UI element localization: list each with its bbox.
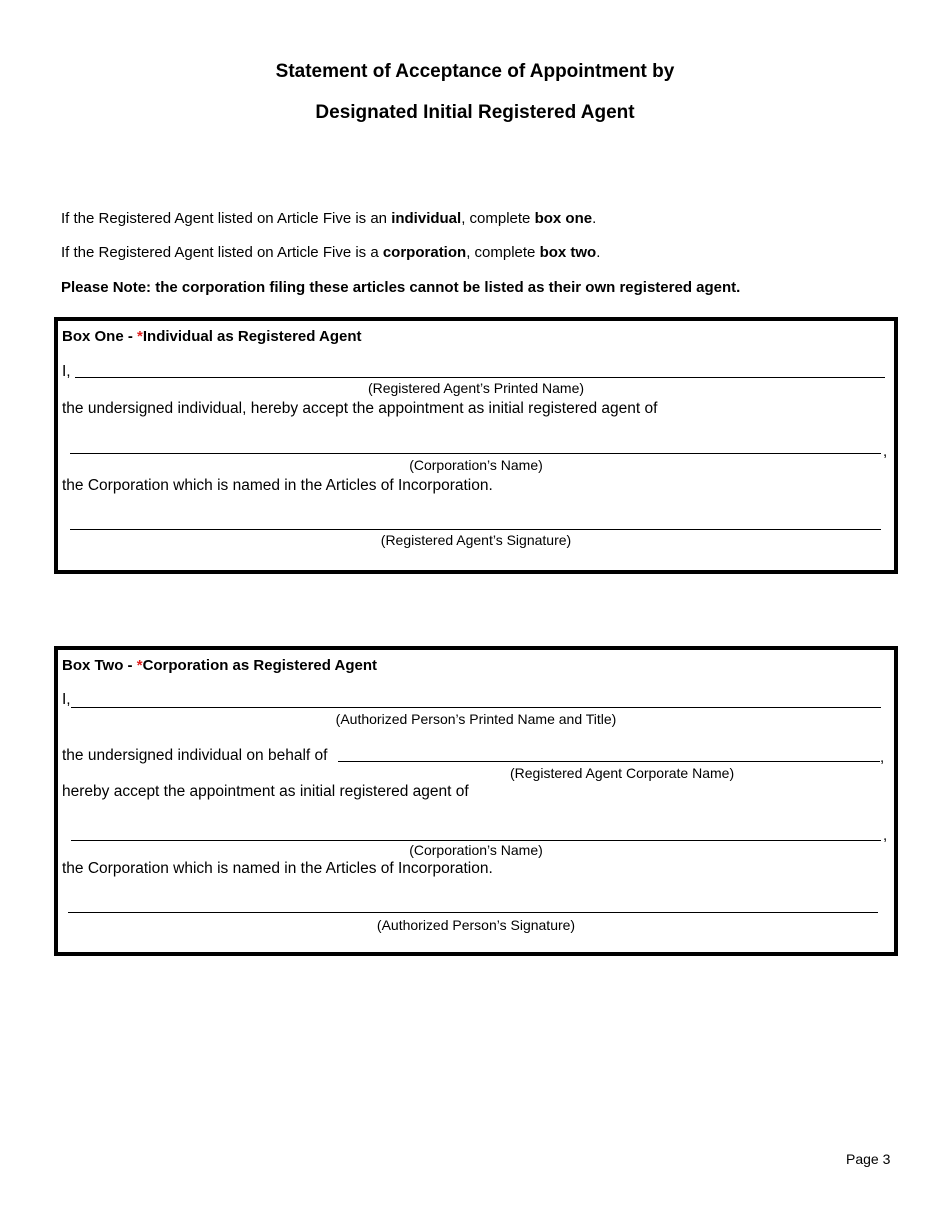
accept-statement: hereby accept the appointment as initial registered agent of — [62, 783, 469, 800]
i-prefix: I, — [62, 691, 71, 708]
instruction-text: , complete — [466, 244, 540, 261]
instruction-emphasis: box two — [539, 244, 597, 261]
box-two-label: Box Two - — [62, 657, 137, 674]
instruction-emphasis: corporation — [382, 244, 467, 261]
box-one — [54, 317, 898, 574]
comma: , — [883, 443, 888, 460]
page-title: Statement of Acceptance of Appointment by — [275, 61, 675, 82]
required-asterisk: * — [136, 657, 143, 674]
instruction-text: If the Registered Agent listed on Article Five is a — [61, 244, 383, 261]
box-one-heading — [62, 328, 362, 345]
corporation-name-caption: (Corporation’s Name) — [409, 457, 543, 473]
agent-corporate-name-caption: (Registered Agent Corporate Name) — [510, 765, 735, 781]
instruction-text: . — [596, 244, 601, 261]
box-two-heading — [62, 657, 377, 674]
corporation-name-field[interactable] — [70, 453, 881, 456]
instruction-individual — [61, 210, 596, 227]
instruction-text: If the Registered Agent listed on Article Five is an — [61, 210, 392, 227]
comma: , — [883, 827, 888, 844]
corporation-statement: the Corporation which is named in the Articles of Incorporation. — [62, 860, 493, 877]
authorized-person-signature-field[interactable] — [68, 912, 878, 913]
authorized-person-name-field[interactable] — [71, 707, 881, 708]
authorized-person-name-caption: (Authorized Person’s Printed Name and Title) — [335, 711, 617, 727]
agent-corporate-name-field[interactable] — [338, 761, 880, 762]
comma: , — [880, 749, 885, 766]
please-note: Please Note: the corporation filing these articles cannot be listed as their own registered agent. — [61, 279, 741, 296]
i-prefix: I, — [62, 363, 71, 380]
agent-printed-name-caption: (Registered Agent’s Printed Name) — [367, 380, 585, 396]
instruction-text: , complete — [461, 210, 535, 227]
instruction-emphasis: box one — [534, 210, 593, 227]
accept-statement: the undersigned individual, hereby accept the appointment as initial registered agent of — [62, 400, 658, 417]
page-subtitle: Designated Initial Registered Agent — [315, 102, 635, 123]
page-number: Page 3 — [846, 1151, 891, 1167]
instruction-text: . — [592, 210, 597, 227]
corporation-statement: the Corporation which is named in the Articles of Incorporation. — [62, 477, 493, 494]
corporation-name-field[interactable] — [71, 840, 881, 841]
box-two — [54, 646, 898, 956]
agent-signature-caption: (Registered Agent’s Signature) — [380, 532, 572, 548]
box-one-title: Individual as Registered Agent — [142, 328, 362, 345]
box-one-label: Box One - — [62, 328, 138, 345]
corporation-name-caption: (Corporation’s Name) — [409, 842, 543, 858]
box-two-title: Corporation as Registered Agent — [142, 657, 378, 674]
authorized-person-signature-caption: (Authorized Person’s Signature) — [376, 917, 576, 933]
behalf-statement: the undersigned individual on behalf of — [62, 747, 328, 764]
required-asterisk: * — [137, 328, 143, 345]
instruction-corporation — [61, 244, 600, 261]
instruction-emphasis: individual — [391, 210, 462, 227]
